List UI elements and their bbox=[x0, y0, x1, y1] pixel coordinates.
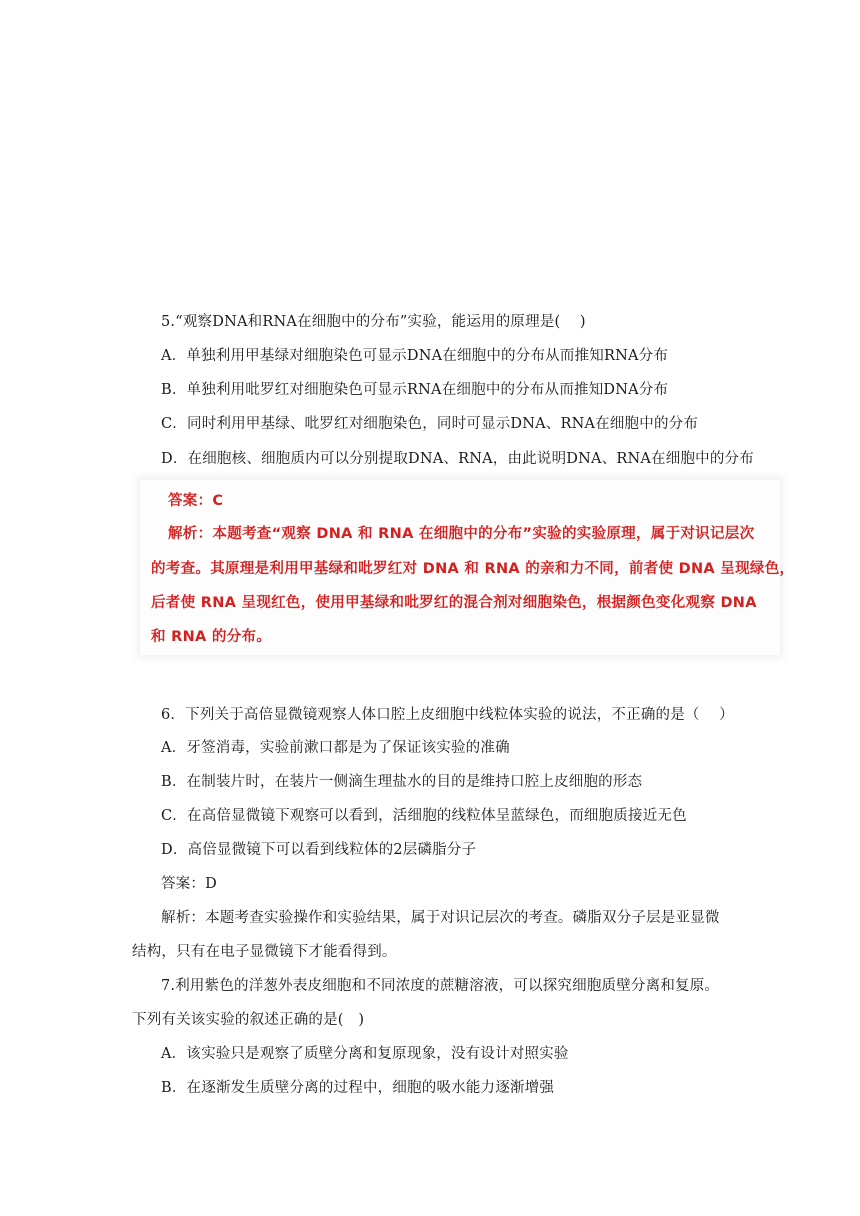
q6-answer: 答案：D bbox=[161, 876, 217, 892]
q7-stem-line-2: 下列有关该实验的叙述正确的是( ) bbox=[132, 1012, 365, 1028]
q5-option-a: A．单独利用甲基绿对细胞染色可显示DNA在细胞中的分布从而推知RNA分布 bbox=[161, 348, 669, 364]
q6-option-c: C．在高倍显微镜下观察可以看到，活细胞的线粒体呈蓝绿色，而细胞质接近无色 bbox=[161, 808, 687, 824]
q5-stem: 5.“观察DNA和RNA在细胞中的分布”实验，能运用的原理是( ) bbox=[161, 314, 586, 330]
q5-analysis-line-4: 和 RNA 的分布。 bbox=[151, 629, 272, 645]
q6-option-b: B．在制装片时，在装片一侧滴生理盐水的目的是维持口腔上皮细胞的形态 bbox=[161, 774, 643, 790]
q5-answer: 答案：C bbox=[168, 493, 224, 509]
q5-option-c: C．同时利用甲基绿、吡罗红对细胞染色，同时可显示DNA、RNA在细胞中的分布 bbox=[161, 416, 699, 432]
q5-analysis-line-2: 的考查。其原理是利用甲基绿和吡罗红对 DNA 和 RNA 的亲和力不同，前者使 DNA 呈现绿色， bbox=[151, 561, 795, 577]
q6-option-a: A．牙签消毒，实验前漱口都是为了保证该实验的准确 bbox=[161, 740, 510, 756]
q6-stem: 6．下列关于高倍显微镜观察人体口腔上皮细胞中线粒体实验的说法，不正确的是（ ） bbox=[161, 707, 734, 723]
q5-option-b: B．单独利用吡罗红对细胞染色可显示RNA在细胞中的分布从而推知DNA分布 bbox=[161, 382, 669, 398]
q6-analysis-line-2: 结构，只有在电子显微镜下才能看得到。 bbox=[132, 944, 397, 960]
q6-analysis-line-1: 解析：本题考查实验操作和实验结果，属于对识记层次的考查。磷脂双分子层是亚显微 bbox=[161, 910, 720, 926]
q5-analysis-line-1: 解析：本题考查“观察 DNA 和 RNA 在细胞中的分布”实验的实验原理，属于对识记层次 bbox=[168, 526, 755, 542]
q6-option-d: D．高倍显微镜下可以看到线粒体的2层磷脂分子 bbox=[161, 842, 477, 858]
q5-analysis-line-3: 后者使 RNA 呈现红色，使用甲基绿和吡罗红的混合剂对细胞染色，根据颜色变化观察 DNA bbox=[151, 595, 757, 611]
q7-option-a: A．该实验只是观察了质壁分离和复原现象，没有设计对照实验 bbox=[161, 1046, 569, 1062]
q7-option-b: B．在逐渐发生质壁分离的过程中，细胞的吸水能力逐渐增强 bbox=[161, 1080, 555, 1096]
q5-option-d: D．在细胞核、细胞质内可以分别提取DNA、RNA，由此说明DNA、RNA在细胞中的分布 bbox=[161, 451, 754, 467]
q7-stem-line-1: 7.利用紫色的洋葱外表皮细胞和不同浓度的蔗糖溶液，可以探究细胞质壁分离和复原。 bbox=[161, 978, 720, 994]
